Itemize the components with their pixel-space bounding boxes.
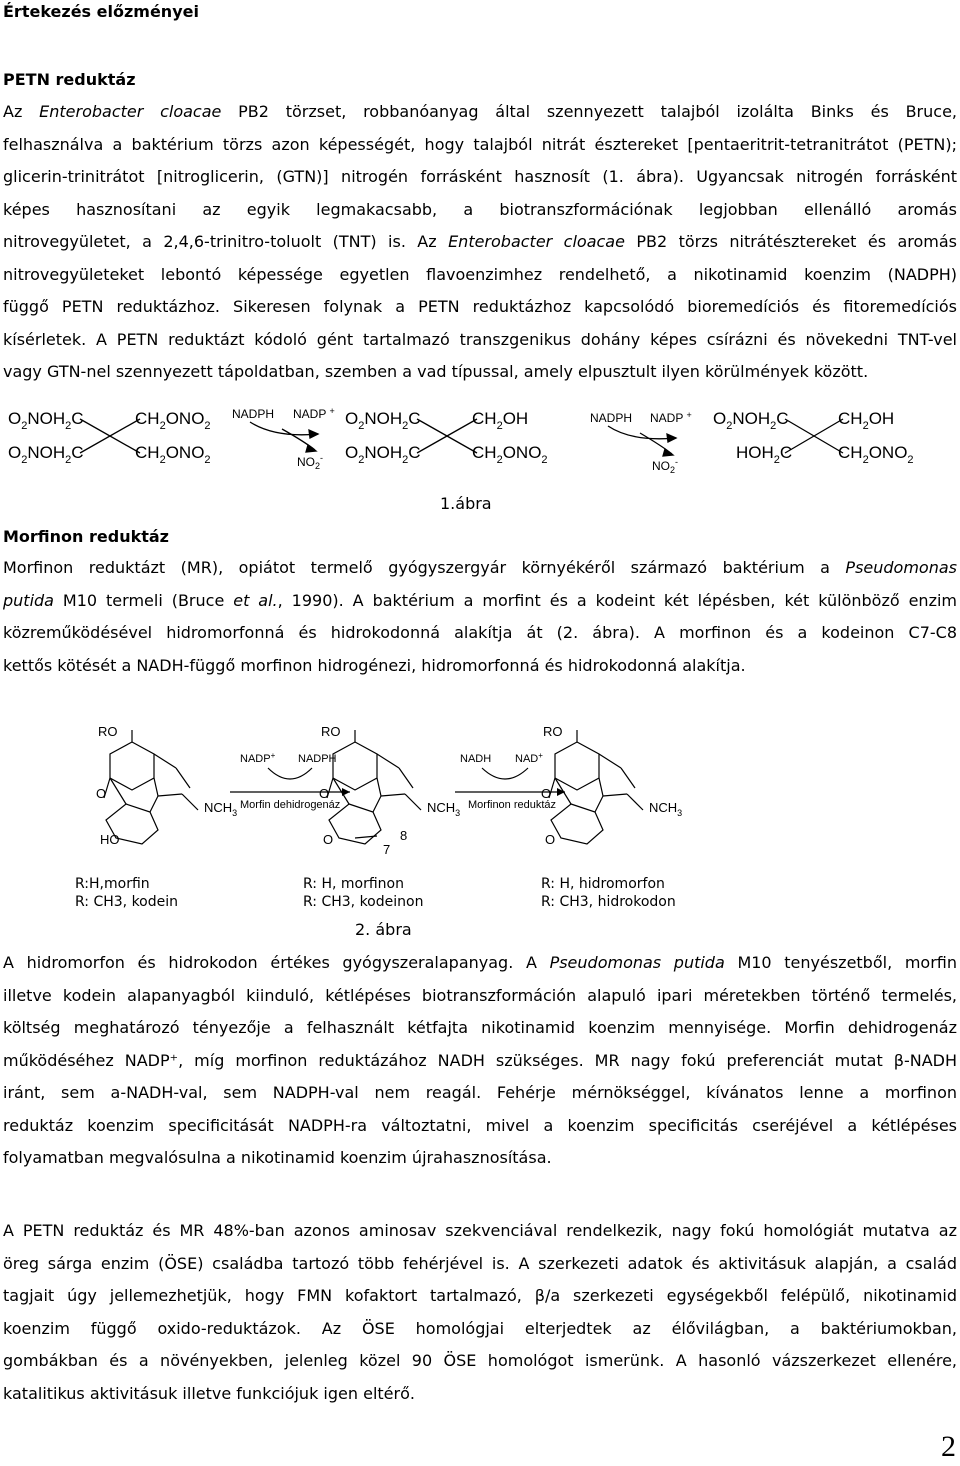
svg-text:NADP +: NADP + [293,406,335,421]
svg-text:NAD+: NAD+ [515,751,543,765]
text-line: folyamatban megvalósulna a nikotinamid koenzim újrahasznosítása. [3,1148,552,1167]
svg-text:O: O [96,786,107,801]
text-line: gombákban és a növényekben, jelenleg közel 90 ÖSE homológot ismerünk. A hasonló vázszerkezet ellenére, [3,1351,957,1370]
section-heading-mr: Morfinon reduktáz [3,527,169,546]
text-line: öreg sárga enzim (ÖSE) családba tartozó több fehérjével is. A szerkezeti adatok és aktivitásuk alapján, a család [3,1253,957,1273]
text-line: kísérletek. A PETN reduktázt kódoló gént tartalmazó transzgenikus dohány képes csírázni és növekedni TNT-vel [3,329,957,349]
svg-text:NADP +: NADP + [650,410,692,425]
text-line: függő PETN reduktázhoz. Sikeresen folynak a PETN reduktázhoz kapcsolódó bioremedíciós és fitoremedíciós [3,297,957,316]
text-line: nitrovegyületet, a 2,4,6-trinitro-toluolt (TNT) is. Az Enterobacter cloacae PB2 törzs nitrátésztereket és aromás [3,232,957,251]
text-line: működéséhez NADP⁺, míg morfinon reduktázához NADH szükséges. MR nagy fokú preferenciát mutat β-NADH [3,1050,957,1070]
fig1-m3-bot-left: $HOH_2C$ [736,443,793,466]
fig1-m2-bot-left: $O_2NOH_2C$ [345,443,421,466]
text-line: illetve kodein alapanyagból kiinduló, kétlépéses biotranszformáción alapuló ipari méretekben történő termelés, [3,985,957,1005]
text-line: kettős kötését a NADH-függő morfinon hidrogénezi, hidromorfonná és hidrokodonná alakítja. [3,655,746,675]
page-number: 2 [941,1430,956,1463]
figure-2-scheme [0,720,960,860]
fig1-m1-bot-right: $CH_2ONO_2$ [135,443,211,466]
svg-text:RO: RO [543,724,563,739]
svg-text:O: O [541,786,552,801]
svg-text:HO: HO [100,832,120,847]
text-line: tagjait úgy jellemezhetjük, hogy FMN kofaktort tartalmazó, β/a szerkezeti egységekből felépülő, nikotinamid [3,1286,957,1305]
svg-text:NADPH: NADPH [298,753,337,765]
svg-text:RO: RO [321,724,341,739]
fig2-label-1 [75,875,178,911]
text-line: putida M10 termeli (Bruce et al., 1990). A baktérium a morfint és a kodeint két lépésben, két különböző enzim [3,590,957,610]
paragraph-hydromorphone [3,947,957,1175]
text-line: glicerin-trinitrátot [nitroglicerin, (GTN)] nitrogén forrásként hasznosít (1. ábra). Ugyancsak nitrogén forrásként [3,167,957,186]
section-heading-petn: PETN reduktáz [3,70,136,89]
text-line: A hidromorfon és hidrokodon értékes gyógyszeralapanyag. A Pseudomonas putida M10 tenyészetből, morfin [3,953,957,972]
text-line: vagy GTN-nel szennyezett tápoldatban, szemben a vad típussal, amely elpusztult ilyen körülmények között. [3,362,869,381]
svg-text:7: 7 [383,842,391,857]
fig1-m1-top-right: $CH_2ONO_2$ [135,409,211,432]
svg-text:NCH3: $NCH_3$ [204,800,238,818]
fig2-label-1b: R: CH3, kodein [75,894,179,910]
fig2-label-2a: R: H, morfinon [303,876,404,892]
fig2-label-3 [541,875,676,911]
svg-text:Morfinon reduktáz: Morfinon reduktáz [468,799,557,811]
fig2-label-2b: R: CH3, kodeinon [303,894,424,910]
text-line: költség meghatározó tényezője a felhasznált kétfajta nikotinamid koenzim mennyisége. Morfin dehidrogenáz [3,1018,957,1037]
text-line: közreműködésével hidromorfonná és hidrokodonná alakítja át (2. ábra). A morfinon és a kodeinon C7-C8 [3,623,957,642]
figure-1-caption: 1.ábra [440,494,492,513]
text-line: képes hasznosítani az egyik legmakacsabb, a biotranszformációnak legjobban ellenálló aromás [3,199,957,219]
fig1-m2-top-left: $O_2NOH_2C$ [345,409,421,432]
svg-text:O: O [545,832,556,847]
fig1-m3-top-right: $CH_2OH$ [838,409,895,432]
fig1-m2-top-right: $CH_2OH$ [472,409,529,432]
paragraph-petn [3,96,957,389]
svg-text:NO2-: $NO_2^-$ [297,453,324,471]
fig1-m2-bot-right: $CH_2ONO_2$ [472,443,548,466]
svg-text:NADPH: NADPH [232,407,275,421]
text-line: Morfinon reduktázt (MR), opiátot termelő gyógyszergyár környékéről származó baktérium a Pseudomonas [3,558,957,577]
svg-text:NADP+: NADP+ [240,751,276,765]
svg-text:NCH3: $NCH_3$ [427,800,461,818]
page-title: Értekezés előzményei [3,2,199,21]
fig1-m1-bot-left: $O_2NOH_2C$ [8,443,84,466]
text-line: koenzim függő oxido-reduktázok. Az ÖSE homológjai elterjedtek az élővilágban, a baktériumokban, [3,1318,957,1338]
svg-text:O: O [319,786,330,801]
figure-2-caption: 2. ábra [355,920,412,939]
paragraph-ose [3,1215,957,1410]
svg-text:RO: RO [98,724,118,739]
svg-text:Morfin dehidrogenáz: Morfin dehidrogenáz [240,799,341,811]
fig2-label-2 [303,875,423,911]
fig1-m3-bot-right: $CH_2ONO_2$ [838,443,914,466]
fig1-m3-top-left: $O_2NOH_2C$ [713,409,789,432]
text-line: iránt, sem a-NADH-val, sem NADPH-val nem reagál. Fehérje mérnökséggel, kívánatos lenne a morfinon [3,1083,957,1102]
svg-text:8: 8 [400,828,408,843]
svg-text:NADPH: NADPH [590,411,633,425]
fig2-label-3a: R: H, hidromorfon [541,876,665,892]
text-line: A PETN reduktáz és MR 48%-ban azonos aminosav szekvenciával rendelkezik, nagy fokú homológiát mutatva az [3,1221,957,1240]
fig2-label-3b: R: CH3, hidrokodon [541,894,676,910]
text-line: felhasználva a baktérium törzs azon képességét, hogy talajból nitrát észtereket [pentaeritrit-tetranitrátot (PETN); [3,134,957,154]
text-line: katalitikus aktivitásuk illetve funkciójuk igen eltérő. [3,1383,415,1403]
svg-text:NCH3: $NCH_3$ [649,800,683,818]
svg-text:NADH: NADH [460,753,492,765]
paragraph-mr [3,552,957,682]
fig2-label-1a: R:H,morfin [75,876,150,892]
fig1-m1-top-left: $O_2NOH_2C$ [8,409,84,432]
text-line: nitrovegyületeket lebontó képessége egyetlen flavoenzimhez rendelhető, a nikotinamid koenzim (NADPH) [3,264,957,284]
svg-text:O: O [323,832,334,847]
svg-text:NO2-: $NO_2^-$ [652,457,679,475]
figure-1-scheme [0,398,960,488]
text-line: reduktáz koenzim specificitását NADPH-ra változtatni, mivel a koenzim specificitás cseréjével a kétlépéses [3,1115,957,1135]
text-line: Az Enterobacter cloacae PB2 törzset, robbanóanyag által szennyezett talajból izolálta Binks és Bruce, [3,102,957,121]
